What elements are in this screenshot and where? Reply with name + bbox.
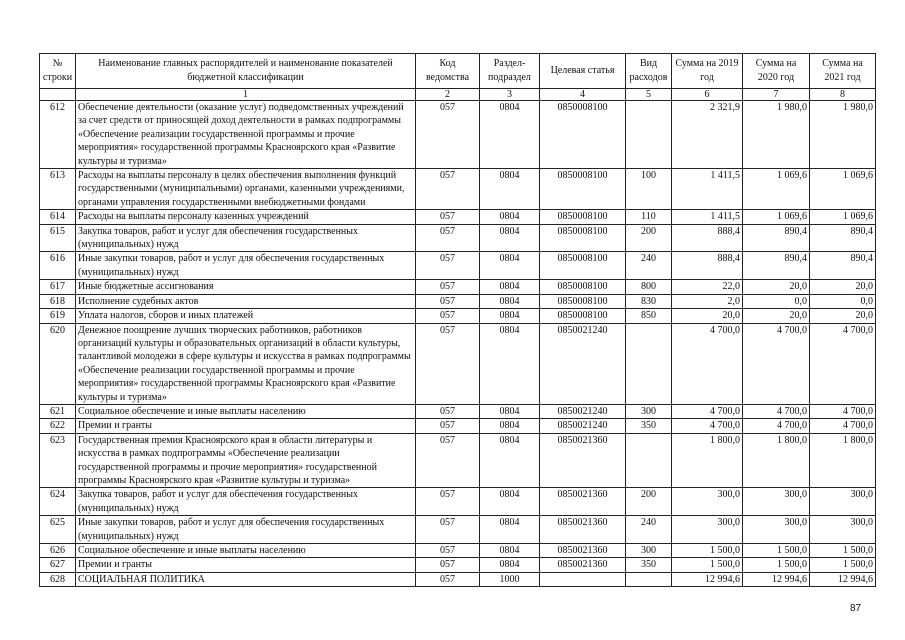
column-number: 8 — [810, 89, 876, 101]
section-code: 0804 — [480, 210, 540, 224]
row-name: Социальное обеспечение и иные выплаты населению — [76, 544, 416, 558]
row-number: 628 — [40, 572, 76, 586]
dept-code: 057 — [416, 488, 480, 516]
sum-2019: 2,0 — [672, 294, 743, 308]
sum-2019: 2 321,9 — [672, 101, 743, 169]
dept-code: 057 — [416, 516, 480, 544]
target-article: 0850008100 — [540, 224, 626, 252]
sum-2019: 4 700,0 — [672, 419, 743, 433]
table-row — [40, 224, 876, 252]
sum-2019: 888,4 — [672, 224, 743, 252]
dept-code: 057 — [416, 224, 480, 252]
row-name: Закупка товаров, работ и услуг для обеспечения государственных (муниципальных) нужд — [76, 224, 416, 252]
table-row — [40, 101, 876, 169]
row-number: 618 — [40, 294, 76, 308]
row-number: 622 — [40, 419, 76, 433]
row-name: Социальное обеспечение и иные выплаты населению — [76, 404, 416, 418]
budget-table — [39, 53, 876, 587]
section-code: 0804 — [480, 280, 540, 294]
sum-2019: 4 700,0 — [672, 323, 743, 404]
sum-2021: 890,4 — [810, 252, 876, 280]
column-number: 6 — [672, 89, 743, 101]
dept-code: 057 — [416, 433, 480, 488]
sum-2019: 20,0 — [672, 309, 743, 323]
sum-2021: 12 994,6 — [810, 572, 876, 586]
sum-2021: 300,0 — [810, 488, 876, 516]
sum-2020: 1 500,0 — [743, 558, 810, 572]
sum-2019: 1 411,5 — [672, 169, 743, 210]
table-row — [40, 280, 876, 294]
column-number: 7 — [743, 89, 810, 101]
expense-type: 110 — [626, 210, 672, 224]
expense-type: 800 — [626, 280, 672, 294]
header-row-no: № строки — [40, 54, 76, 89]
table-row — [40, 210, 876, 224]
row-number: 616 — [40, 252, 76, 280]
sum-2020: 1 069,6 — [743, 210, 810, 224]
sum-2019: 1 411,5 — [672, 210, 743, 224]
column-number: 5 — [626, 89, 672, 101]
target-article: 0850008100 — [540, 294, 626, 308]
sum-2020: 890,4 — [743, 252, 810, 280]
table-row — [40, 404, 876, 418]
target-article: 0850021240 — [540, 404, 626, 418]
sum-2021: 1 500,0 — [810, 544, 876, 558]
sum-2019: 4 700,0 — [672, 404, 743, 418]
target-article: 0850021360 — [540, 433, 626, 488]
expense-type: 830 — [626, 294, 672, 308]
header-sum-2020: Сумма на 2020 год — [743, 54, 810, 89]
table-row — [40, 572, 876, 586]
sum-2020: 1 500,0 — [743, 544, 810, 558]
table-header-row — [40, 54, 876, 89]
section-code: 0804 — [480, 544, 540, 558]
row-number: 625 — [40, 516, 76, 544]
target-article: 0850008100 — [540, 101, 626, 169]
section-code: 0804 — [480, 224, 540, 252]
sum-2020: 4 700,0 — [743, 419, 810, 433]
column-number: 1 — [76, 89, 416, 101]
section-code: 0804 — [480, 294, 540, 308]
table-row — [40, 488, 876, 516]
section-code: 0804 — [480, 101, 540, 169]
row-name: Расходы на выплаты персоналу в целях обеспечения выполнения функций государственными (муниципальными) органами, казенными учреждениями, органами управления государственными внебюджетными фондами — [76, 169, 416, 210]
row-number: 612 — [40, 101, 76, 169]
row-number: 619 — [40, 309, 76, 323]
header-target: Целевая статья — [540, 54, 626, 89]
sum-2021: 20,0 — [810, 309, 876, 323]
sum-2020: 300,0 — [743, 488, 810, 516]
row-number: 617 — [40, 280, 76, 294]
sum-2021: 0,0 — [810, 294, 876, 308]
section-code: 0804 — [480, 558, 540, 572]
sum-2019: 1 500,0 — [672, 544, 743, 558]
expense-type: 240 — [626, 252, 672, 280]
sum-2021: 4 700,0 — [810, 323, 876, 404]
row-number: 623 — [40, 433, 76, 488]
target-article: 0850021360 — [540, 544, 626, 558]
dept-code: 057 — [416, 210, 480, 224]
dept-code: 057 — [416, 558, 480, 572]
row-name: Иные закупки товаров, работ и услуг для обеспечения государственных (муниципальных) нужд — [76, 252, 416, 280]
sum-2021: 20,0 — [810, 280, 876, 294]
expense-type: 300 — [626, 544, 672, 558]
target-article: 0850021240 — [540, 419, 626, 433]
table-body — [40, 101, 876, 587]
header-dept-code: Код ведомства — [416, 54, 480, 89]
dept-code: 057 — [416, 309, 480, 323]
sum-2020: 4 700,0 — [743, 323, 810, 404]
expense-type: 300 — [626, 404, 672, 418]
sum-2021: 4 700,0 — [810, 404, 876, 418]
row-number: 624 — [40, 488, 76, 516]
table-row — [40, 433, 876, 488]
table-row — [40, 544, 876, 558]
header-sum-2019: Сумма на 2019 год — [672, 54, 743, 89]
section-code: 0804 — [480, 252, 540, 280]
sum-2019: 1 500,0 — [672, 558, 743, 572]
page-number: 87 — [850, 603, 862, 614]
sum-2020: 890,4 — [743, 224, 810, 252]
row-name: СОЦИАЛЬНАЯ ПОЛИТИКА — [76, 572, 416, 586]
sum-2020: 12 994,6 — [743, 572, 810, 586]
row-name: Исполнение судебных актов — [76, 294, 416, 308]
header-section: Раздел-подраздел — [480, 54, 540, 89]
expense-type: 850 — [626, 309, 672, 323]
sum-2019: 300,0 — [672, 488, 743, 516]
target-article: 0850021240 — [540, 323, 626, 404]
row-number: 627 — [40, 558, 76, 572]
table-row — [40, 419, 876, 433]
sum-2020: 1 069,6 — [743, 169, 810, 210]
section-code: 0804 — [480, 309, 540, 323]
section-code: 0804 — [480, 419, 540, 433]
row-number: 620 — [40, 323, 76, 404]
sum-2019: 22,0 — [672, 280, 743, 294]
section-code: 0804 — [480, 516, 540, 544]
row-number: 621 — [40, 404, 76, 418]
row-name: Расходы на выплаты персоналу казенных учреждений — [76, 210, 416, 224]
sum-2019: 300,0 — [672, 516, 743, 544]
row-name: Премии и гранты — [76, 419, 416, 433]
column-number — [40, 89, 76, 101]
dept-code: 057 — [416, 252, 480, 280]
row-name: Уплата налогов, сборов и иных платежей — [76, 309, 416, 323]
table-row — [40, 323, 876, 404]
target-article: 0850021360 — [540, 558, 626, 572]
table-row — [40, 516, 876, 544]
sum-2021: 1 800,0 — [810, 433, 876, 488]
sum-2019: 1 800,0 — [672, 433, 743, 488]
table-row — [40, 309, 876, 323]
section-code: 0804 — [480, 169, 540, 210]
table-row — [40, 558, 876, 572]
header-name: Наименование главных распорядителей и наименование показателей бюджетной классификации — [76, 54, 416, 89]
row-number: 614 — [40, 210, 76, 224]
target-article: 0850008100 — [540, 169, 626, 210]
sum-2021: 1 500,0 — [810, 558, 876, 572]
row-name: Закупка товаров, работ и услуг для обеспечения государственных (муниципальных) нужд — [76, 488, 416, 516]
section-code: 1000 — [480, 572, 540, 586]
sum-2020: 4 700,0 — [743, 404, 810, 418]
sum-2021: 1 069,6 — [810, 210, 876, 224]
target-article: 0850008100 — [540, 309, 626, 323]
row-name: Иные бюджетные ассигнования — [76, 280, 416, 294]
expense-type — [626, 433, 672, 488]
sum-2021: 1 980,0 — [810, 101, 876, 169]
column-number-row — [40, 89, 876, 101]
target-article: 0850021360 — [540, 516, 626, 544]
sum-2021: 300,0 — [810, 516, 876, 544]
section-code: 0804 — [480, 404, 540, 418]
column-number: 3 — [480, 89, 540, 101]
row-name: Премии и гранты — [76, 558, 416, 572]
row-number: 613 — [40, 169, 76, 210]
sum-2020: 1 800,0 — [743, 433, 810, 488]
row-number: 615 — [40, 224, 76, 252]
dept-code: 057 — [416, 280, 480, 294]
expense-type: 350 — [626, 558, 672, 572]
column-number: 4 — [540, 89, 626, 101]
expense-type: 200 — [626, 488, 672, 516]
sum-2021: 1 069,6 — [810, 169, 876, 210]
target-article: 0850008100 — [540, 280, 626, 294]
row-name: Государственная премия Красноярского края в области литературы и искусства в рамках подпрограммы «Обеспечение реализации государственной программы и прочие мероприятия» государственной программы Красноярского края «Развитие культуры и туризма» — [76, 433, 416, 488]
dept-code: 057 — [416, 572, 480, 586]
row-name: Иные закупки товаров, работ и услуг для обеспечения государственных (муниципальных) нужд — [76, 516, 416, 544]
expense-type — [626, 323, 672, 404]
table-row — [40, 252, 876, 280]
sum-2019: 888,4 — [672, 252, 743, 280]
sum-2021: 890,4 — [810, 224, 876, 252]
target-article: 0850008100 — [540, 210, 626, 224]
expense-type: 100 — [626, 169, 672, 210]
row-name: Обеспечение деятельности (оказание услуг) подведомственных учреждений за счет средств от приносящей доход деятельности в рамках подпрограммы «Обеспечение реализации государственной программы и прочие мероприятия» государственной программы Красноярского края «Развитие культуры и туризма» — [76, 101, 416, 169]
expense-type: 200 — [626, 224, 672, 252]
row-name: Денежное поощрение лучших творческих работников, работников организаций культуры и образовательных организаций в области культуры, талантливой молодежи в сфере культуры и искусства в рамках подпрограммы «Обеспечение реализации государственной программы и прочие мероприятия» государственной программы Красноярского края «Развитие культуры и туризма» — [76, 323, 416, 404]
section-code: 0804 — [480, 488, 540, 516]
section-code: 0804 — [480, 433, 540, 488]
sum-2021: 4 700,0 — [810, 419, 876, 433]
dept-code: 057 — [416, 544, 480, 558]
header-sum-2021: Сумма на 2021 год — [810, 54, 876, 89]
header-exp-type: Вид расходов — [626, 54, 672, 89]
dept-code: 057 — [416, 294, 480, 308]
expense-type: 240 — [626, 516, 672, 544]
table-row — [40, 294, 876, 308]
sum-2020: 0,0 — [743, 294, 810, 308]
dept-code: 057 — [416, 169, 480, 210]
column-number: 2 — [416, 89, 480, 101]
row-number: 626 — [40, 544, 76, 558]
dept-code: 057 — [416, 323, 480, 404]
dept-code: 057 — [416, 101, 480, 169]
expense-type: 350 — [626, 419, 672, 433]
section-code: 0804 — [480, 323, 540, 404]
target-article: 0850021360 — [540, 488, 626, 516]
dept-code: 057 — [416, 419, 480, 433]
expense-type — [626, 572, 672, 586]
target-article: 0850008100 — [540, 252, 626, 280]
sum-2020: 20,0 — [743, 309, 810, 323]
expense-type — [626, 101, 672, 169]
table-row — [40, 169, 876, 210]
dept-code: 057 — [416, 404, 480, 418]
sum-2020: 300,0 — [743, 516, 810, 544]
sum-2020: 1 980,0 — [743, 101, 810, 169]
sum-2020: 20,0 — [743, 280, 810, 294]
target-article — [540, 572, 626, 586]
sum-2019: 12 994,6 — [672, 572, 743, 586]
